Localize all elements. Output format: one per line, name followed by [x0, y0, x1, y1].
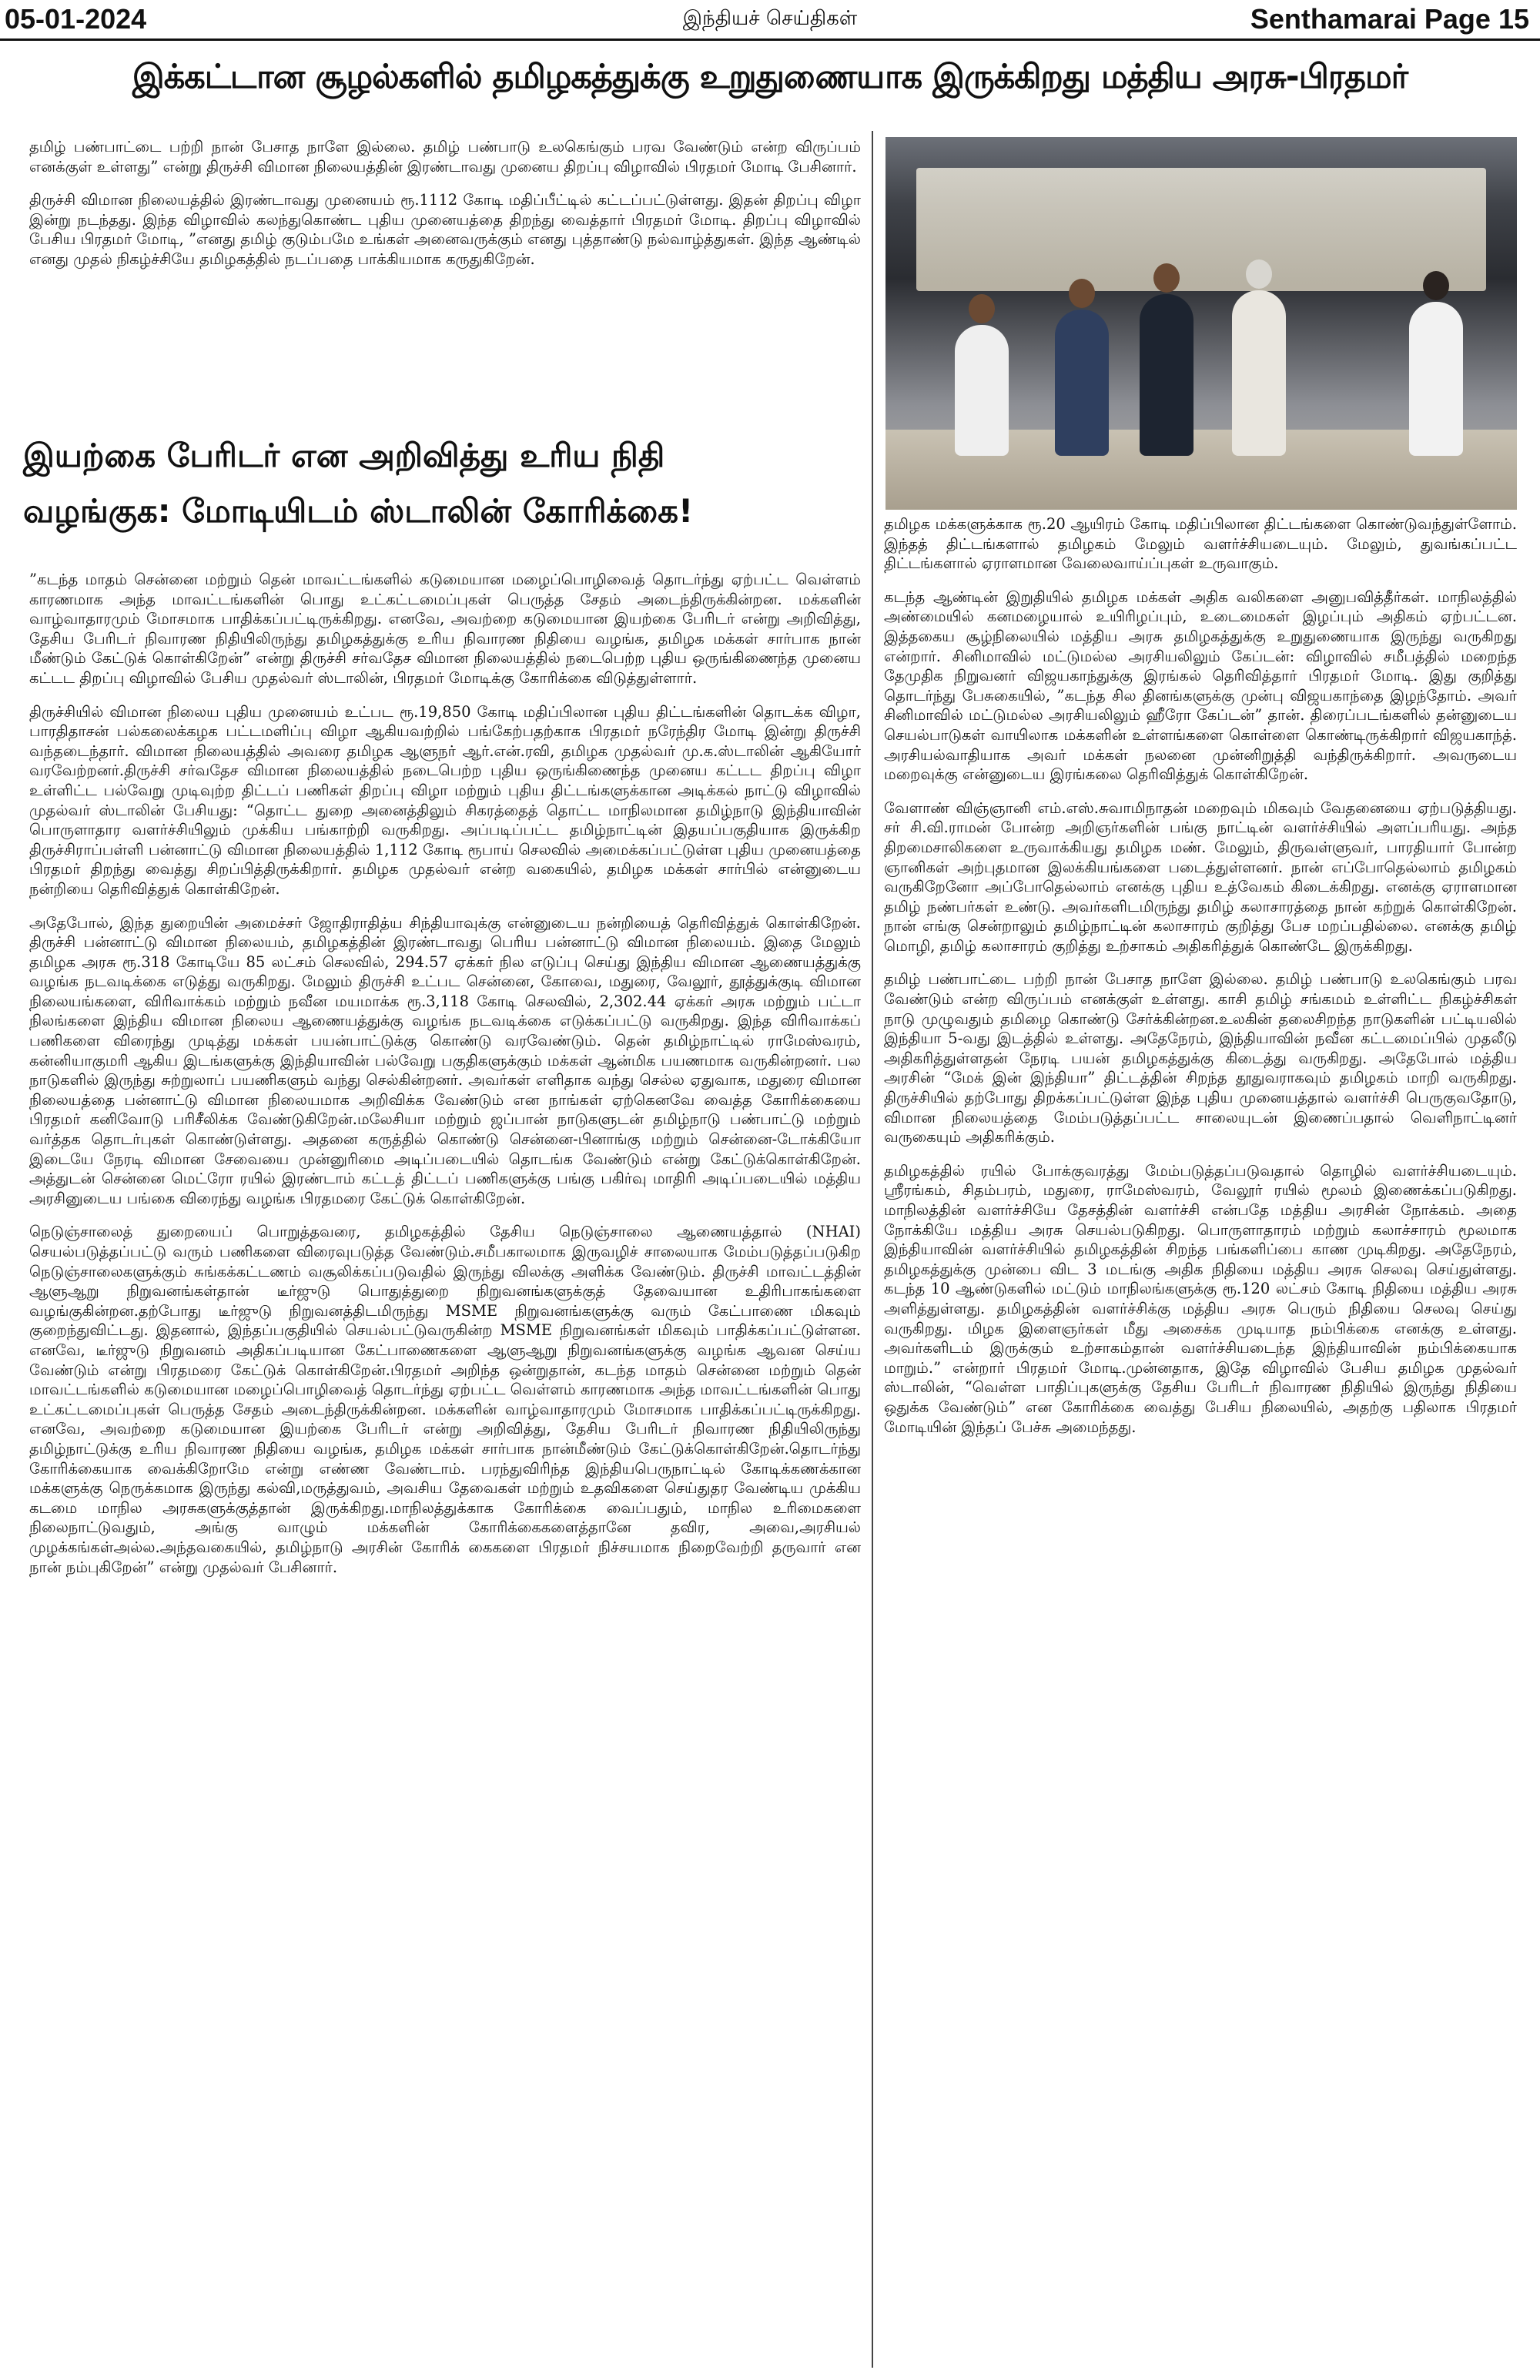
article-paragraph: ”கடந்த மாதம் சென்னை மற்றும் தென் மாவட்டங்களில் கடுமையான மழைப்பொழிவைத் தொடர்ந்து ஏற்பட்ட வெள்ளம் காரணமாக அந்த மாவட்டங்களின் பொது உட்கட்டமைப்புகள் பெருத்த சேதம் அடைந்திருக்கின்றன. மக்களின் வாழ்வாதாரமும் மோசமாக பாதிக்கப்பட்டிருக்கிறது. எனவே, அவற்றை கடுமையான இயற்கை பேரிடர் என்று அறிவித்து, தேசிய பேரிடர் நிவாரண நிதியிலிருந்து தமிழகத்துக்கு உரிய நிவாரண நிதியை வழங்க, தமிழக மக்கள் சார்பாக நான் மீண்டும் கேட்டுக் கொள்கிறேன்” என்று திருச்சி சர்வதேச விமான நிலையத்தில் நடைபெற்ற புதிய ஒருங்கிணைந்த முனைய கட்டட திறப்பு விழாவில் பேசிய முதல்வர் ஸ்டாலின், பிரதமர் மோடிக்கு கோரிக்கை விடுத்துள்ளார். [29, 571, 861, 687]
left-lower-article [29, 570, 861, 1591]
person-figure [955, 325, 1009, 456]
article-paragraph: திருச்சியில் விமான நிலைய புதிய முனையம் உட்பட ரூ.19,850 கோடி மதிப்பிலான புதிய திட்டங்களின் தொடக்க விழா, பாரதிதாசன் பல்கலைக்கழக பட்டமளிப்பு விழா ஆகியவற்றில் பங்கேற்பதற்காக பிரதமர் நரேந்திர மோடி இன்று திருச்சி வந்தடைந்தார். விமான நிலையத்தில் அவரை தமிழக ஆளுநர் ஆர்.என்.ரவி, தமிழக முதல்வர் மு.க.ஸ்டாலின் ஆகியோர் வரவேற்றனர்.திருச்சி சர்வதேச விமான நிலையத்தில் நடைபெற்ற புதிய ஒருங்கிணைந்த முனைய கட்டட திறப்பு விழா உள்ளிட்ட பல்வேறு முடிவுற்ற திட்டப் பணிகள் திறப்பு விழா மற்றும் புதிய திட்டங்களுக்கான அடிக்கல் நாட்டு விழாவில் முதல்வர் ஸ்டாலின் பேசியது: “தொட்ட துறை அனைத்திலும் சிகரத்தைத் தொட்ட மாநிலமான தமிழ்நாடு இந்தியாவின் பொருளாதார வளர்ச்சியிலும் முக்கிய பங்காற்றி வருகிறது. அப்படிப்பட்ட தமிழ்நாட்டின் இதயப்பகுதியாக இருக்கிற திருச்சிராப்பள்ளி பன்னாட்டு விமான நிலையத்தில் 1,112 கோடி ரூபாய் செலவில் அமைக்கப்பட்டுள்ள புதிய முனையத்தை பிரதமர் திறந்து வைத்து சிறப்பித்திருக்கிறார். தமிழக முதல்வர் என்ற வகையில், தமிழக மக்கள் சார்பில் என்னுடைய நன்றியை தெரிவித்துக் கொள்கிறேன். [29, 702, 861, 898]
column-divider [872, 131, 873, 2368]
person-figure [1140, 294, 1194, 456]
sub-headline-line-2: வழங்குக: மோடியிடம் ஸ்டாலின் கோரிக்கை! [23, 492, 694, 530]
person-figure [1409, 302, 1463, 456]
left-top-article [29, 137, 861, 283]
article-paragraph: தமிழ் பண்பாட்டை பற்றி நான் பேசாத நாளே இல்லை. தமிழ் பண்பாடு உலகெங்கும் பரவ வேண்டும் என்ற விருப்பம் எனக்குள் உள்ளது” என்று திருச்சி விமான நிலையத்தின் இரண்டாவது முனைய திறப்பு விழாவில் பிரதமர் மோடி பேசினார். [29, 138, 861, 176]
event-photo [886, 137, 1517, 510]
section-title: இந்தியச் செய்திகள் [682, 7, 858, 30]
article-paragraph: தமிழகத்தில் ரயில் போக்குவரத்து மேம்படுத்தப்படுவதால் தொழில் வளர்ச்சியடையும். ஸ்ரீரங்கம், சிதம்பரம், மதுரை, ராமேஸ்வரம், வேலூர் ரயில் மூலம் இணைக்கப்படுகிறது. மாநிலத்தின் வளர்ச்சியே தேசத்தின் வளர்ச்சி என்பதே மத்திய அரசின் நோக்கம். அதை நோக்கியே மத்திய அரசு செயல்படுகிறது. பொருளாதாரம் மற்றும் கலாச்சாரம் மூலமாக இந்தியாவின் வளர்ச்சியில் தமிழகத்தின் சிறந்த பங்களிப்பை காண முடிகிறது. அதேநேரம், தமிழகத்துக்கு முன்பை விட 3 மடங்கு அதிக நிதியை மத்திய அரசு செலவு செய்துள்ளது. கடந்த 10 ஆண்டுகளில் மட்டும் மாநிலங்களுக்கு ரூ.120 லட்சம் கோடி நிதியை மத்திய அரசு அளித்துள்ளது. தமிழகத்தின் வளர்ச்சிக்கு மத்திய அரசு பெரும் நிதியை செலவு செய்து வருகிறது. மிழக இளைஞர்கள் மீது அசைக்க முடியாத நம்பிக்கை எனக்கு உள்ளது. அவர்களிடம் இருக்கும் உற்சாகம்தான் வளர்ச்சியடைந்த இந்தியாவின் நம்பிக்கையாக மாறும்.” என்றார் பிரதமர் மோடி.முன்னதாக, இதே விழாவில் பேசிய தமிழக முதல்வர் ஸ்டாலின், “வெள்ள பாதிப்புகளுக்கு தேசிய பேரிடர் நிவாரண நிதியில் இருந்து நிதியை ஒதுக்க வேண்டும்” என கோரிக்கை வைத்து பேசிய நிலையில், அதற்கு பதிலாக பிரதமர் மோடியின் இந்தப் பேச்சு அமைந்தது. [884, 1161, 1517, 1436]
paper-name-page: Senthamarai Page 15 [1250, 3, 1529, 35]
stage-backdrop [916, 168, 1486, 291]
person-figure [1055, 310, 1109, 456]
person-figure [1232, 290, 1286, 456]
article-paragraph: நெடுஞ்சாலைத் துறையைப் பொறுத்தவரை, தமிழகத்தில் தேசிய நெடுஞ்சாலை ஆணையத்தால் (NHAI) செயல்படுத்தப்பட்டு வரும் பணிகளை விரைவுபடுத்த வேண்டும்.சமீபகாலமாக இருவழிச் சாலையாக மேம்படுத்தப்படுகிற நெடுஞ்சாலைகளுக்கும் சுங்கக்கட்டணம் வசூலிக்கப்படுவதில் இருந்து விலக்கு அளிக்க வேண்டும். திருச்சி மாவட்டத்தின் ஆளுஆறு நிறுவனங்கள்தான் டீர்ஜுடு பொதுத்துறை நிறுவனங்களுக்குத் தேவையான உதிரிபாகங்களை வழங்குகின்றன.தற்போது டீர்ஜுடு நிறுவனத்திடமிருந்து MSME நிறுவனங்களுக்கு வரும் கேட்பாணை மிகவும் குறைந்துவிட்டது. இதனால், இந்தப்பகுதியில் செயல்பட்டுவருகின்ற MSME நிறுவனங்கள் மிகவும் பாதிக்கப்பட்டுள்ளன. எனவே, டீர்ஜுடு நிறுவனம் அதிகப்படியான கேட்பாணைகளை ஆளுஆறு நிறுவனங்களுக்கு வழங்க ஆவன செய்ய வேண்டும் என்று பிரதமரை கேட்டுக் கொள்கிறேன்.பிரதமர் அறிந்த ஒன்றுதான், கடந்த மாதம் சென்னை மற்றும் தென் மாவட்டங்களில் கடுமையான மழைப்பொழிவைத் தொடர்ந்து ஏற்பட்ட வெள்ளம் காரணமாக அந்த மாவட்டங்களின் பொது உட்கட்டமைப்புகள் பெருத்த சேதம் அடைந்திருக்கின்றன. மக்களின் வாழ்வாதாரமும் மோசமாக பாதிக்கப்பட்டிருக்கிறது. எனவே, அவற்றை கடுமையான இயற்கை பேரிடர் என்று அறிவித்து, தேசிய பேரிடர் நிவாரண நிதியிலிருந்து தமிழ்நாட்டுக்கு உரிய நிவாரண நிதியை வழங்க, தமிழக மக்கள் சார்பாக நான்மீண்டும் கேட்டுக்கொள்கிறேன்.தொடர்ந்து கோரிக்கையாக வைக்கிறோமே என்று எண்ண வேண்டாம். பரந்துவிரிந்த இந்தியபெருநாட்டில் கோடிக்கணக்கான மக்களுக்கு நெருக்கமாக இருந்து கல்வி,மருத்துவம், அவசிய தேவைகள் மற்றும் உதவிகளை செய்துதர வேண்டிய முக்கிய கடமை மாநில அரசுகளுக்குத்தான் இருக்கிறது.மாநிலத்துக்காக கோரிக்கை வைப்பதும், மாநில உரிமைகளை நிலைநாட்டுவதும், அங்கு வாழும் மக்களின் கோரிக்கைகளைத்தானே தவிர, அவை,அரசியல் முழக்கங்கள்அல்ல.அந்தவகையில், தமிழ்நாடு அரசின் கோரிக் கைகளை பிரதமர் நிச்சயமாக நிறைவேற்றி தருவார் என நான் நம்புகிறேன்” என்று முதல்வர் பேசினார். [29, 1223, 861, 1576]
sub-headline-line-1: இயற்கை பேரிடர் என அறிவித்து உரிய நிதி [23, 437, 665, 474]
article-paragraph: தமிழ் பண்பாட்டை பற்றி நான் பேசாத நாளே இல்லை. தமிழ் பண்பாடு உலகெங்கும் பரவ வேண்டும் என்ற விருப்பம் எனக்குள் உள்ளது. காசி தமிழ் சங்கமம் உள்ளிட்ட நிகழ்ச்சிகள் நாடு முழுவதும் தமிழை கொண்டு சேர்க்கின்றன.உலகின் தலைசிறந்த நாடுகளின் பட்டியலில் இந்தியா 5-வது இடத்தில் உள்ளது. அதேநேரம், இந்தியாவின் நவீன கட்டமைப்பில் முதலீடு அதிகரித்துள்ளதன் நேரடி பயன் தமிழகத்துக்கு கிடைத்து வருகிறது. அதேபோல் மத்திய அரசின் “மேக் இன் இந்தியா” திட்டத்தின் சிறந்த தூதுவராகவும் தமிழகம் மாறி வருகிறது. திருச்சியில் தற்போது திறக்கப்பட்டுள்ள இந்த புதிய முனையத்தால் வளர்ச்சி பெருகுவதோடு, விமான நிலையத்தை மேம்படுத்தப்பட்ட சாலையுடன் இணைப்பதால் வெளிநாட்டினர் வருகையும் அதிகரிக்கும். [884, 970, 1517, 1146]
right-article [884, 514, 1517, 1451]
issue-date: 05-01-2024 [5, 3, 147, 35]
sub-headline [23, 428, 870, 539]
article-paragraph: தமிழக மக்களுக்காக ரூ.20 ஆயிரம் கோடி மதிப்பிலான திட்டங்களை கொண்டுவந்துள்ளோம். இந்தத் திட்டங்களால் தமிழகம் மேலும் வளர்ச்சியடையும். மேலும், துவங்கப்பட்ட திட்டங்களால் ஏராளமான வேலைவாய்ப்புகள் உருவாகும். [884, 515, 1517, 573]
article-paragraph: திருச்சி விமான நிலையத்தில் இரண்டாவது முனையம் ரூ.1112 கோடி மதிப்பீட்டில் கட்டப்பட்டுள்ளது. இதன் திறப்பு விழா இன்று நடந்தது. இந்த விழாவில் கலந்துகொண்ட புதிய முனையத்தை திறந்து வைத்தார் பிரதமர் மோடி. திறப்பு விழாவில் பேசிய பிரதமர் மோடி, ”எனது தமிழ் குடும்பமே உங்கள் அனைவருக்கும் எனது புத்தாண்டு நல்வாழ்த்துகள். இந்த ஆண்டில் எனது முதல் நிகழ்ச்சியே தமிழகத்தில் நடப்பதை பாக்கியமாக கருதுகிறேன். [29, 191, 861, 268]
article-paragraph: கடந்த ஆண்டின் இறுதியில் தமிழக மக்கள் அதிக வலிகளை அனுபவித்தீர்கள். மாநிலத்தில் அண்மையில் கனமழையால் உயிரிழப்பும், உடைமைகள் இழப்பும் அதிகம் ஏற்பட்டன. இத்தகைய சூழ்நிலையில் மத்திய அரசு தமிழகத்துக்கு உறுதுணையாக இருந்து வருகிறது என்றார். சினிமாவில் மட்டுமல்ல அரசியலிலும் கேப்டன்: விழாவில் சமீபத்தில் மறைந்த தேமுதிக நிறுவனர் விஜயகாந்துக்கு இரங்கல் தெரிவித்தார் பிரதமர் மோடி. இது குறித்து தொடர்ந்து பேசுகையில், ”கடந்த சில தினங்களுக்கு முன்பு விஜயகாந்தை இழந்தோம். அவர் சினிமாவில் மட்டுமல்ல அரசியலிலும் ஹீரோ கேப்டன்” தான். திரைப்படங்களில் தன்னுடைய செயல்பாடுகள் வாயிலாக மக்களின் உள்ளங்களை கொள்ளை கொண்டிருக்கிறார் விஜயகாந்த். அரசியல்வாதியாக அவர் மக்கள் நலனை முன்னிறுத்தி வந்திருக்கிறார். அவருடைய மறைவுக்கு என்னுடைய இரங்கலை தெரிவித்துக் கொள்கிறேன். [884, 587, 1517, 784]
masthead [0, 0, 1540, 41]
main-headline: இக்கட்டான சூழல்களில் தமிழகத்துக்கு உறுதுணையாக இருக்கிறது மத்திய அரசு-பிரதமர் [132, 58, 1408, 96]
article-paragraph: வேளாண் விஞ்ஞானி எம்.எஸ்.சுவாமிநாதன் மறைவும் மிகவும் வேதனையை ஏற்படுத்தியது. சர் சி.வி.ராமன் போன்ற அறிஞர்களின் பங்கு நாட்டின் வளர்ச்சியில் அளப்பரியது. அந்த திறமைசாலிகளை உருவாக்கியது தமிழக மண். மேலும், திருவள்ளுவர், பாரதியார் போன்ற ஞானிகள் அற்புதமான இலக்கியங்களை படைத்துள்ளனர். நான் எப்போதெல்லாம் தமிழகம் வருகிறேனோ அப்போதெல்லாம் எனக்கு புதிய உத்வேகம் கிடைக்கிறது. எனக்கு ஏராளமான தமிழ் நண்பர்கள் உண்டு. அவர்களிடமிருந்து தமிழ் கலாசாரத்தை நான் கற்றுக் கொள்கிறேன். நான் எங்கு சென்றாலும் தமிழ்நாட்டின் கலாசாரம் குறித்து பேச மறப்பதில்லை. எனக்கு தமிழ் மொழி, தமிழ் கலாசாரம் குறித்து உற்சாகம் அதிகரித்துக் கொண்டே இருக்கிறது. [884, 798, 1517, 955]
article-paragraph: அதேபோல், இந்த துறையின் அமைச்சர் ஜோதிராதித்ய சிந்தியாவுக்கு என்னுடைய நன்றியைத் தெரிவித்துக் கொள்கிறேன். திருச்சி பன்னாட்டு விமான நிலையம், தமிழகத்தின் இரண்டாவது பெரிய பன்னாட்டு விமான நிலையம். இதை மேலும் தமிழக அரசு ரூ.318 கோடியே 85 லட்சம் செலவில், 294.57 ஏக்கர் நில எடுப்பு செய்து இந்திய விமான ஆணையத்துக்கு வழங்க நடவடிக்கை எடுத்து வருகிறது. மேலும் திருச்சி உட்பட சென்னை, கோவை, மதுரை, வேலூர், தூத்துக்குடி விமான நிலையங்களை, விரிவாக்கம் மற்றும் நவீன மயமாக்க ரூ.3,118 கோடி செலவில், 2,302.44 ஏக்கர் அரசு மற்றும் பட்டா நிலங்களை இந்திய விமான நிலைய ஆணையத்துக்கு வழங்க நடவடிக்கை எடுக்கப்பட்டு வருகிறது. இந்த விரிவாக்கப் பணிகளை விரைந்து முடித்து மக்கள் பயன்பாட்டுக்கு கொண்டு வரவேண்டும். தென் தமிழ்நாட்டில் ராமேஸ்வரம், கன்னியாகுமரி ஆகிய இடங்களுக்கு இந்தியாவின் பல்வேறு பகுதிகளுக்கும் மக்கள் ஆன்மிக பயணமாக வருகின்றனர். பல நாடுகளில் இருந்து சுற்றுலாப் பயணிகளும் வந்து செல்கின்றனர். அவர்கள் எளிதாக வந்து செல்ல ஏதுவாக, மதுரை விமான நிலையத்தை பன்னாட்டு விமான நிலையமாக அறிவிக்க வேண்டும் என நாங்கள் ஏற்கெனவே வைத்த கோரிக்கையை பிரதமர் கனிவோடு பரிசீலிக்க வேண்டுகிறேன்.மலேசியா மற்றும் ஜப்பான் நாடுகளுடன் தமிழ்நாடு பண்பாட்டு மற்றும் வர்த்தக தொடர்புகள் கொண்டுள்ளது. அதனை கருத்தில் கொண்டு சென்னை-பினாங்கு மற்றும் சென்னை-டோக்கியோ இடையே நேரடி விமான சேவையை முன்னுரிமை அடிப்படையில் தொடங்க வேண்டும் என்று கேட்டுக்கொள்கிறேன். அத்துடன் சென்னை மெட்ரோ ரயில் இரண்டாம் கட்டத் திட்டப் பணிகளுக்கு பங்கு பகிர்வு மாதிரி அடிப்படையில் மத்திய அரசினுடைய பங்கை விரைந்து வழங்க பிரதமரை கேட்டுக் கொள்கிறேன். [29, 913, 861, 1207]
